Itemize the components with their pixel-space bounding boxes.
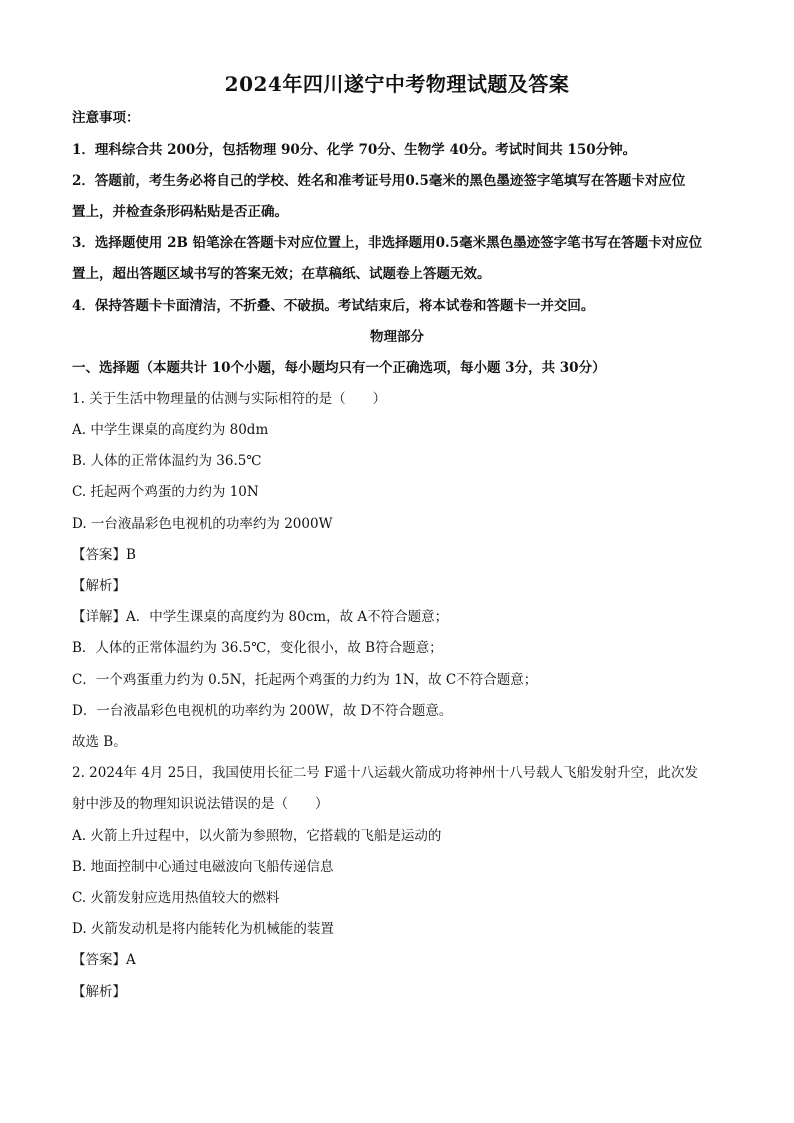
notice-item-2-line-2: 置上，并检查条形码粘贴是否正确。 (72, 204, 288, 220)
q1-answer: 【答案】B (72, 547, 136, 563)
q2-answer: 【答案】A (72, 952, 136, 968)
notice-item-3-line-2: 置上，超出答题区域书写的答案无效；在草稿纸、试题卷上答题无效。 (72, 266, 491, 282)
q1-detail-c: C．一个鸡蛋重力约为 0.5N，托起两个鸡蛋的力约为 1N，故 C不符合题意； (72, 672, 538, 688)
q1-option-c: C. 托起两个鸡蛋的力约为 10N (72, 484, 259, 500)
q2-option-c: C. 火箭发射应选用热值较大的燃料 (72, 890, 280, 906)
notice-item-1: 1．理科综合共 200分，包括物理 90分、化学 70分、生物学 40分。考试时间共 150分钟。 (72, 142, 637, 158)
q1-option-a: A. 中学生课桌的高度约为 80dm (72, 422, 269, 438)
notice-item-3-line-1: 3．选择题使用 2B 铅笔涂在答题卡对应位置上，非选择题用0.5毫米黑色墨迹签字笔书写在答题卡对应位 (72, 235, 703, 251)
notice-item-2-line-1: 2．答题前，考生务必将自己的学校、姓名和准考证号用0.5毫米的黑色墨迹签字笔填写在答题卡对应位 (72, 173, 686, 189)
q2-option-a: A. 火箭上升过程中，以火箭为参照物，它搭载的飞船是运动的 (72, 828, 442, 844)
q2-stem-line-2: 射中涉及的物理知识说法错误的是（ ） (72, 796, 329, 812)
q1-detail-b: B．人体的正常体温约为 36.5℃，变化很小，故 B符合题意； (72, 640, 443, 656)
q1-conclusion: 故选 B。 (72, 734, 127, 750)
q1-detail-a: 【详解】A．中学生课桌的高度约为 80cm，故 A不符合题意； (72, 609, 449, 625)
q2-option-d: D. 火箭发动机是将内能转化为机械能的装置 (72, 921, 334, 937)
q1-option-b: B. 人体的正常体温约为 36.5℃ (72, 453, 262, 469)
q1-stem: 1. 关于生活中物理量的估测与实际相符的是（ ） (72, 391, 387, 407)
notice-item-4: 4．保持答题卡卡面清洁，不折叠、不破损。考试结束后，将本试卷和答题卡一并交回。 (72, 298, 595, 314)
section-title: 物理部分 (370, 329, 424, 345)
q2-stem-line-1: 2. 2024年 4月 25日，我国使用长征二号 F遥十八运载火箭成功将神州十八号载人飞船发射升空，此次发 (72, 765, 699, 781)
q1-detail-d: D．一台液晶彩色电视机的功率约为 200W，故 D不符合题意。 (72, 703, 453, 719)
q1-analysis: 【解析】 (72, 578, 126, 594)
part1-heading: 一、选择题（本题共计 10个小题，每小题均只有一个正确选项，每小题 3分，共 30分） (72, 360, 606, 376)
q1-option-d: D. 一台液晶彩色电视机的功率约为 2000W (72, 516, 333, 532)
q2-option-b: B. 地面控制中心通过电磁波向飞船传递信息 (72, 859, 334, 875)
notice-heading: 注意事项： (72, 110, 140, 126)
q2-analysis: 【解析】 (72, 984, 126, 1000)
document-title: 2024年四川遂宁中考物理试题及答案 (224, 72, 570, 96)
